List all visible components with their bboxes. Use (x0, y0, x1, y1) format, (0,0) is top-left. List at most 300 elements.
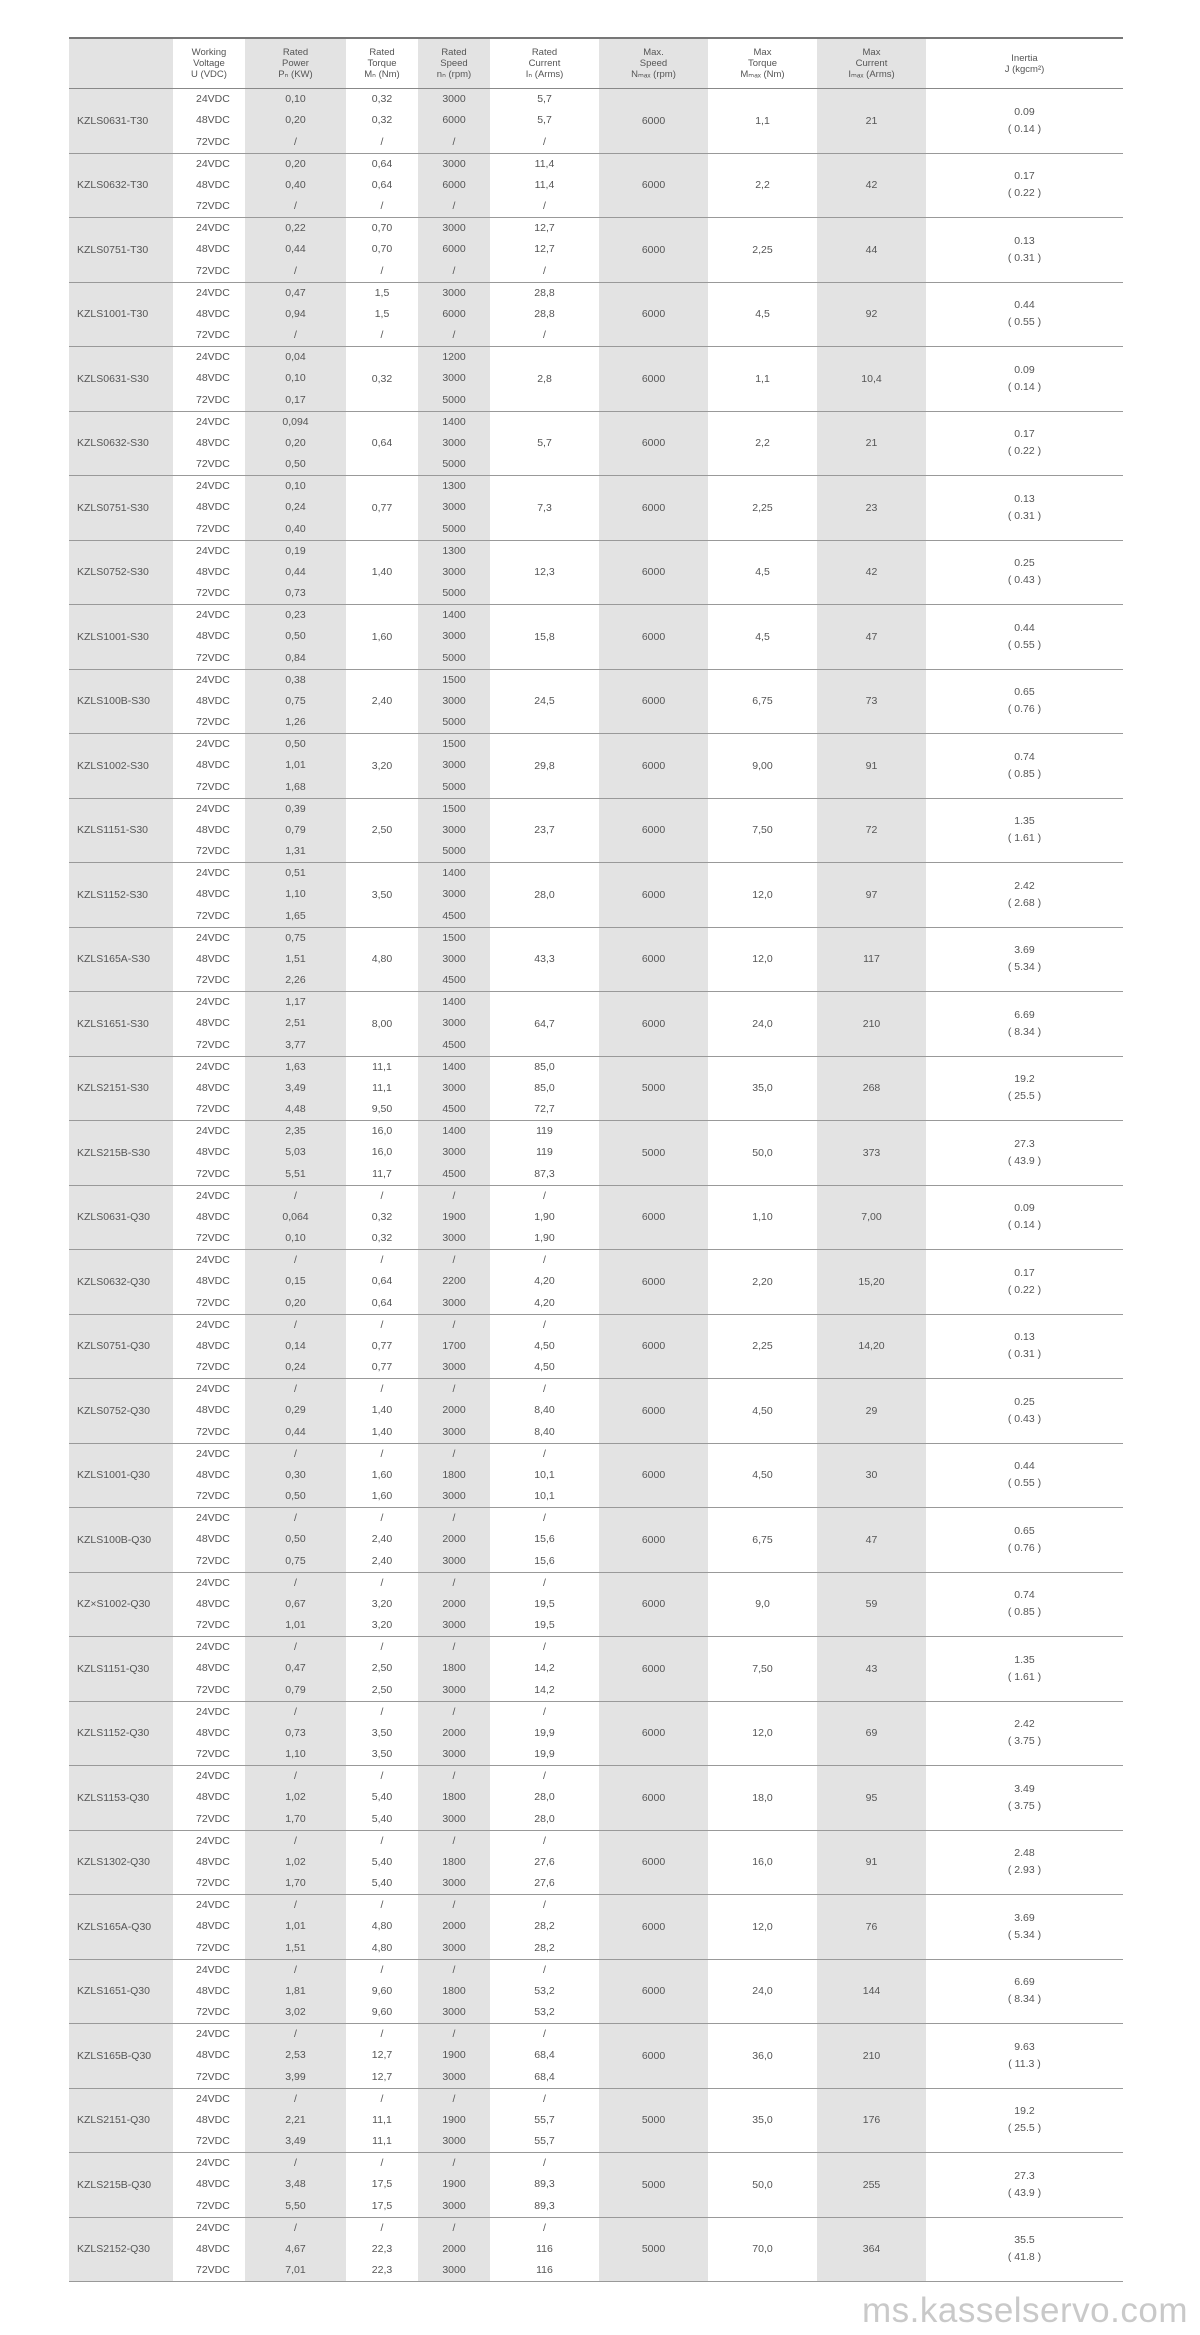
speed-cell (418, 734, 490, 799)
power-value: / (294, 2221, 297, 2234)
max-current-cell: 97 (817, 863, 926, 928)
table-row (69, 1830, 1123, 1895)
speed-value: / (452, 2028, 456, 2040)
current-value: 19,5 (534, 1597, 555, 1610)
max-current-cell: 210 (817, 992, 926, 1057)
torque-cell: 0,77 (346, 476, 418, 541)
torque-value: / (380, 329, 384, 341)
speed-value: 1500 (442, 673, 466, 686)
max-speed-cell: 6000 (599, 282, 708, 347)
current-cell: 64,7 (490, 992, 599, 1057)
voltage-cell (173, 798, 245, 863)
voltage-value: 72VDC (196, 716, 230, 728)
torque-value: 11,1 (372, 2113, 392, 2126)
max-speed-cell: 6000 (599, 153, 708, 218)
model-cell: KZLS1152-Q30 (69, 1701, 173, 1766)
inertia-cell (926, 1056, 1123, 1121)
inertia-cell (926, 863, 1123, 928)
table-row (69, 1121, 1123, 1186)
torque-value: 11,1 (372, 1060, 392, 1073)
voltage-value: 24VDC (196, 609, 230, 621)
power-value: 3,02 (285, 2006, 306, 2018)
power-cell (245, 734, 346, 799)
model-cell: KZLS100B-Q30 (69, 1508, 173, 1573)
inertia-brake-value: ( 0.14 ) (1007, 380, 1042, 393)
power-value: 0,79 (285, 1683, 306, 1696)
power-cell (245, 476, 346, 541)
torque-value: 2,40 (371, 1533, 393, 1546)
table-row (69, 1443, 1123, 1508)
speed-cell (418, 1895, 490, 1960)
torque-value: 11,1 (372, 1081, 392, 1094)
speed-value: 3000 (442, 1361, 466, 1373)
power-value: / (294, 1576, 297, 1589)
inertia-cell (926, 1379, 1123, 1444)
model-cell: KZLS1153-Q30 (69, 1766, 173, 1831)
speed-value: 3000 (442, 888, 466, 901)
inertia-value: 3.49 (1014, 1782, 1035, 1795)
voltage-value: 24VDC (196, 222, 230, 234)
torque-cell: 2,40 (346, 669, 418, 734)
current-value: 12,7 (534, 222, 555, 234)
voltage-value: 24VDC (196, 351, 230, 363)
speed-value: / (452, 2092, 456, 2105)
current-cell (490, 1185, 599, 1250)
inertia-cell (926, 1185, 1123, 1250)
voltage-value: 48VDC (196, 1339, 230, 1352)
max-current-cell: 23 (817, 476, 926, 541)
max-torque-cell: 50,0 (708, 2153, 817, 2218)
speed-value: 3000 (442, 1877, 466, 1889)
model-cell: KZLS100B-S30 (69, 669, 173, 734)
table-row (69, 153, 1123, 218)
current-value: 4,20 (534, 1296, 555, 1309)
voltage-cell (173, 89, 245, 154)
power-value: / (294, 2028, 297, 2040)
current-value: 28,2 (534, 1920, 555, 1933)
model-cell: KZLS0631-Q30 (69, 1185, 173, 1250)
torque-value: 11,1 (372, 2135, 392, 2147)
speed-value: 1900 (442, 1210, 466, 1223)
max-current-cell: 73 (817, 669, 926, 734)
torque-value: 1,40 (371, 1404, 393, 1417)
model-cell: KZLS2151-Q30 (69, 2088, 173, 2153)
power-value: 0,47 (285, 1662, 306, 1675)
voltage-value: 48VDC (196, 436, 230, 449)
current-value: 8,40 (534, 1404, 555, 1417)
voltage-value: 48VDC (196, 178, 230, 191)
speed-cell (418, 1508, 490, 1573)
speed-value: 4500 (442, 1103, 466, 1115)
speed-value: 6000 (442, 178, 466, 191)
model-cell: KZLS1001-T30 (69, 282, 173, 347)
current-value: 28,2 (534, 1941, 555, 1954)
table-row (69, 411, 1123, 476)
power-value: / (294, 1834, 297, 1847)
inertia-cell (926, 411, 1123, 476)
current-value: / (543, 1770, 546, 1782)
max-torque-cell: 12,0 (708, 1701, 817, 1766)
header-max-current: Max Current Iₘₐₓ (Arms) (817, 38, 926, 89)
inertia-brake-value: ( 8.34 ) (1007, 1993, 1042, 2006)
max-torque-cell: 4,5 (708, 282, 817, 347)
power-value: 0,50 (285, 1490, 306, 1502)
inertia-value: 0.17 (1014, 1266, 1035, 1279)
inertia-brake-value: ( 0.55 ) (1007, 1477, 1042, 1490)
current-value: 15,6 (534, 1533, 555, 1546)
max-torque-cell: 12,0 (708, 863, 817, 928)
inertia-value: 0.65 (1014, 686, 1035, 699)
table-row (69, 218, 1123, 283)
speed-value: 3000 (442, 1146, 466, 1159)
voltage-cell (173, 927, 245, 992)
power-value: / (294, 1254, 297, 1266)
max-torque-cell: 18,0 (708, 1766, 817, 1831)
voltage-cell (173, 540, 245, 605)
torque-cell (346, 1121, 418, 1186)
power-cell (245, 927, 346, 992)
voltage-value: 72VDC (196, 780, 230, 793)
voltage-value: 48VDC (196, 1404, 230, 1417)
inertia-value: 0.25 (1014, 557, 1035, 570)
speed-value: / (452, 1834, 456, 1847)
inertia-brake-value: ( 3.75 ) (1007, 1799, 1042, 1812)
power-value: 0,75 (285, 931, 306, 944)
voltage-value: 48VDC (196, 759, 230, 772)
torque-value: 16,0 (371, 1125, 393, 1137)
current-cell: 7,3 (490, 476, 599, 541)
power-value: 3,49 (285, 2135, 306, 2147)
speed-value: 2000 (442, 1597, 466, 1610)
voltage-value: 48VDC (196, 2242, 230, 2255)
current-value: / (543, 329, 546, 341)
max-speed-cell: 6000 (599, 734, 708, 799)
speed-value: 3000 (442, 93, 466, 105)
speed-cell (418, 2217, 490, 2282)
torque-value: / (380, 135, 384, 148)
max-current-cell: 42 (817, 540, 926, 605)
power-value: 0,50 (285, 738, 306, 750)
inertia-value: 0.17 (1014, 170, 1035, 183)
power-value: 1,10 (285, 1748, 306, 1760)
speed-cell (418, 1830, 490, 1895)
inertia-cell (926, 1959, 1123, 2024)
voltage-value: 24VDC (196, 802, 230, 815)
power-cell (245, 540, 346, 605)
voltage-value: 48VDC (196, 1017, 230, 1030)
voltage-cell (173, 2024, 245, 2089)
current-value: / (543, 2092, 546, 2105)
power-cell (245, 798, 346, 863)
max-current-cell: 43 (817, 1637, 926, 1702)
power-cell (245, 1895, 346, 1960)
inertia-value: 0.25 (1014, 1395, 1035, 1408)
speed-cell (418, 1121, 490, 1186)
voltage-value: 48VDC (196, 823, 230, 836)
model-cell: KZLS0632-Q30 (69, 1250, 173, 1315)
header-current: Rated Current Iₙ (Arms) (490, 38, 599, 89)
torque-value: 0,70 (371, 222, 393, 234)
torque-value: / (380, 1641, 384, 1653)
voltage-value: 72VDC (196, 587, 230, 599)
speed-value: 2000 (442, 1726, 466, 1739)
power-value: / (294, 1189, 297, 1202)
torque-value: / (380, 200, 384, 212)
speed-value: 5000 (442, 716, 466, 728)
inertia-brake-value: ( 0.76 ) (1007, 703, 1042, 716)
inertia-brake-value: ( 0.22 ) (1007, 187, 1042, 200)
torque-value: 1,5 (374, 286, 390, 299)
max-torque-cell: 7,50 (708, 798, 817, 863)
speed-value: / (452, 1447, 456, 1460)
max-speed-cell: 5000 (599, 1121, 708, 1186)
inertia-value: 6.69 (1014, 1976, 1035, 1989)
current-value: 19,5 (534, 1619, 555, 1631)
torque-cell (346, 1314, 418, 1379)
header-inertia: Inertia J (kgcm²) (926, 38, 1123, 89)
max-speed-cell: 6000 (599, 1250, 708, 1315)
power-value: 0,064 (282, 1210, 309, 1223)
power-value: / (294, 1963, 297, 1976)
voltage-value: 72VDC (196, 1361, 230, 1373)
max-current-cell: 14,20 (817, 1314, 926, 1379)
current-value: 19,9 (534, 1726, 555, 1739)
voltage-value: 24VDC (196, 1125, 230, 1137)
max-speed-cell: 5000 (599, 2153, 708, 2218)
inertia-brake-value: ( 0.22 ) (1007, 445, 1042, 458)
speed-value: 1800 (442, 1662, 466, 1675)
max-current-cell: 373 (817, 1121, 926, 1186)
power-value: 1,70 (285, 1812, 306, 1825)
model-cell: KZLS1151-S30 (69, 798, 173, 863)
max-speed-cell: 6000 (599, 1379, 708, 1444)
power-value: 0,75 (285, 694, 306, 707)
power-cell (245, 1379, 346, 1444)
power-cell (245, 89, 346, 154)
voltage-value: 48VDC (196, 1146, 230, 1159)
current-cell (490, 1056, 599, 1121)
inertia-brake-value: ( 41.8 ) (1007, 2251, 1042, 2264)
power-cell (245, 2088, 346, 2153)
speed-value: 3000 (442, 952, 466, 965)
table-body (69, 89, 1123, 2282)
inertia-cell (926, 1250, 1123, 1315)
power-value: / (294, 1899, 297, 1911)
power-value: 0,50 (285, 630, 306, 643)
torque-cell (346, 89, 418, 154)
max-current-cell: 92 (817, 282, 926, 347)
table-row (69, 1185, 1123, 1250)
voltage-value: 24VDC (196, 1318, 230, 1331)
power-value: 0,24 (285, 1361, 306, 1373)
power-value: / (294, 135, 297, 148)
torque-value: / (380, 264, 384, 277)
inertia-value: 0.09 (1014, 363, 1035, 376)
inertia-brake-value: ( 0.14 ) (1007, 1219, 1042, 1232)
current-value: / (543, 135, 546, 148)
current-value: / (543, 1641, 546, 1653)
speed-value: 3000 (442, 157, 466, 170)
speed-value: 1400 (442, 609, 466, 621)
inertia-cell (926, 282, 1123, 347)
model-cell: KZLS0632-S30 (69, 411, 173, 476)
max-current-cell: 15,20 (817, 1250, 926, 1315)
speed-cell (418, 1443, 490, 1508)
power-value: / (294, 2092, 297, 2105)
table-row (69, 540, 1123, 605)
voltage-value: 72VDC (196, 1232, 230, 1244)
current-cell (490, 2217, 599, 2282)
max-torque-cell: 1,1 (708, 89, 817, 154)
current-value: 27,6 (534, 1877, 555, 1889)
voltage-value: 72VDC (196, 458, 230, 470)
power-value: 0,44 (285, 1425, 306, 1438)
inertia-value: 6.69 (1014, 1008, 1035, 1021)
speed-cell (418, 89, 490, 154)
table-row (69, 347, 1123, 412)
speed-cell (418, 411, 490, 476)
max-speed-cell: 5000 (599, 2088, 708, 2153)
max-current-cell: 95 (817, 1766, 926, 1831)
inertia-brake-value: ( 2.68 ) (1007, 896, 1042, 909)
voltage-value: 24VDC (196, 2221, 230, 2234)
torque-value: / (380, 1254, 384, 1266)
inertia-cell (926, 1508, 1123, 1573)
voltage-value: 72VDC (196, 264, 230, 277)
speed-value: 3000 (442, 1490, 466, 1502)
max-torque-cell: 35,0 (708, 2088, 817, 2153)
speed-value: 3000 (442, 2135, 466, 2147)
max-torque-cell: 4,5 (708, 605, 817, 670)
current-value: / (543, 1447, 546, 1460)
speed-value: / (452, 1318, 456, 1331)
inertia-cell (926, 1314, 1123, 1379)
torque-cell: 0,32 (346, 347, 418, 412)
speed-cell (418, 282, 490, 347)
max-speed-cell: 6000 (599, 1637, 708, 1702)
voltage-value: 48VDC (196, 565, 230, 578)
power-value: 3,99 (285, 2070, 306, 2083)
max-speed-cell: 6000 (599, 927, 708, 992)
power-value: 0,50 (285, 458, 306, 470)
power-value: 0,94 (285, 307, 306, 320)
model-cell: KZLS2152-Q30 (69, 2217, 173, 2282)
power-value: / (294, 1641, 297, 1653)
torque-value: / (380, 1576, 384, 1589)
power-cell (245, 1056, 346, 1121)
current-value: 68,4 (534, 2070, 555, 2083)
voltage-cell (173, 2153, 245, 2218)
speed-value: 1500 (442, 738, 466, 750)
power-value: 0,44 (285, 565, 306, 578)
inertia-brake-value: ( 0.31 ) (1007, 509, 1042, 522)
model-cell: KZLS165B-Q30 (69, 2024, 173, 2089)
inertia-brake-value: ( 5.34 ) (1007, 961, 1042, 974)
voltage-value: 72VDC (196, 1619, 230, 1631)
torque-value: 0,64 (371, 178, 393, 191)
current-cell: 12,3 (490, 540, 599, 605)
speed-value: 3000 (442, 2006, 466, 2018)
speed-value: / (452, 135, 456, 148)
inertia-cell (926, 1121, 1123, 1186)
inertia-brake-value: ( 0.31 ) (1007, 251, 1042, 264)
speed-value: 4500 (442, 1038, 466, 1051)
max-current-cell: 21 (817, 89, 926, 154)
torque-cell (346, 1508, 418, 1573)
speed-cell (418, 1379, 490, 1444)
power-cell (245, 2217, 346, 2282)
voltage-value: 72VDC (196, 1554, 230, 1567)
voltage-value: 48VDC (196, 243, 230, 256)
inertia-value: 35.5 (1014, 2234, 1035, 2247)
speed-value: / (452, 1963, 456, 1976)
inertia-value: 0.44 (1014, 621, 1035, 634)
torque-cell (346, 1185, 418, 1250)
current-value: / (543, 1512, 546, 1524)
voltage-value: 24VDC (196, 1447, 230, 1460)
model-cell: KZLS1001-S30 (69, 605, 173, 670)
max-current-cell: 29 (817, 1379, 926, 1444)
voltage-cell (173, 1637, 245, 1702)
max-current-cell: 7,00 (817, 1185, 926, 1250)
inertia-brake-value: ( 25.5 ) (1007, 1090, 1042, 1103)
speed-value: 3000 (442, 823, 466, 836)
torque-cell (346, 1250, 418, 1315)
current-value: / (543, 1318, 546, 1331)
model-cell: KZLS1651-S30 (69, 992, 173, 1057)
current-value: 1,90 (534, 1210, 555, 1223)
voltage-cell (173, 1508, 245, 1573)
voltage-cell (173, 992, 245, 1057)
torque-value: 2,50 (371, 1662, 393, 1675)
model-cell: KZLS1152-S30 (69, 863, 173, 928)
speed-value: 3000 (442, 286, 466, 299)
speed-value: 3000 (442, 1941, 466, 1954)
speed-value: 1800 (442, 1855, 466, 1868)
torque-value: 0,64 (371, 157, 393, 170)
power-cell (245, 1250, 346, 1315)
voltage-value: 24VDC (196, 738, 230, 750)
inertia-value: 0.74 (1014, 750, 1035, 763)
power-value: 0,30 (285, 1468, 306, 1481)
inertia-cell (926, 2088, 1123, 2153)
speed-value: 3000 (442, 759, 466, 772)
max-torque-cell: 50,0 (708, 1121, 817, 1186)
voltage-value: 24VDC (196, 1576, 230, 1589)
current-value: / (543, 1383, 546, 1395)
speed-cell (418, 153, 490, 218)
current-value: 89,3 (534, 2178, 555, 2191)
inertia-value: 0.13 (1014, 1331, 1035, 1344)
torque-cell (346, 2153, 418, 2218)
header-model (69, 38, 173, 89)
voltage-value: 24VDC (196, 996, 230, 1008)
speed-value: 2200 (442, 1275, 466, 1288)
power-value: 1,02 (285, 1791, 306, 1804)
inertia-cell (926, 1637, 1123, 1702)
inertia-value: 1.35 (1014, 1653, 1035, 1666)
current-value: 1,90 (534, 1232, 555, 1244)
current-value: / (543, 200, 546, 212)
voltage-value: 48VDC (196, 952, 230, 965)
power-value: / (294, 329, 297, 341)
model-cell: KZLS1002-S30 (69, 734, 173, 799)
speed-value: 5000 (442, 522, 466, 535)
power-value: 0,39 (285, 802, 306, 815)
model-cell: KZLS0632-T30 (69, 153, 173, 218)
torque-cell: 2,50 (346, 798, 418, 863)
inertia-brake-value: ( 25.5 ) (1007, 2122, 1042, 2135)
